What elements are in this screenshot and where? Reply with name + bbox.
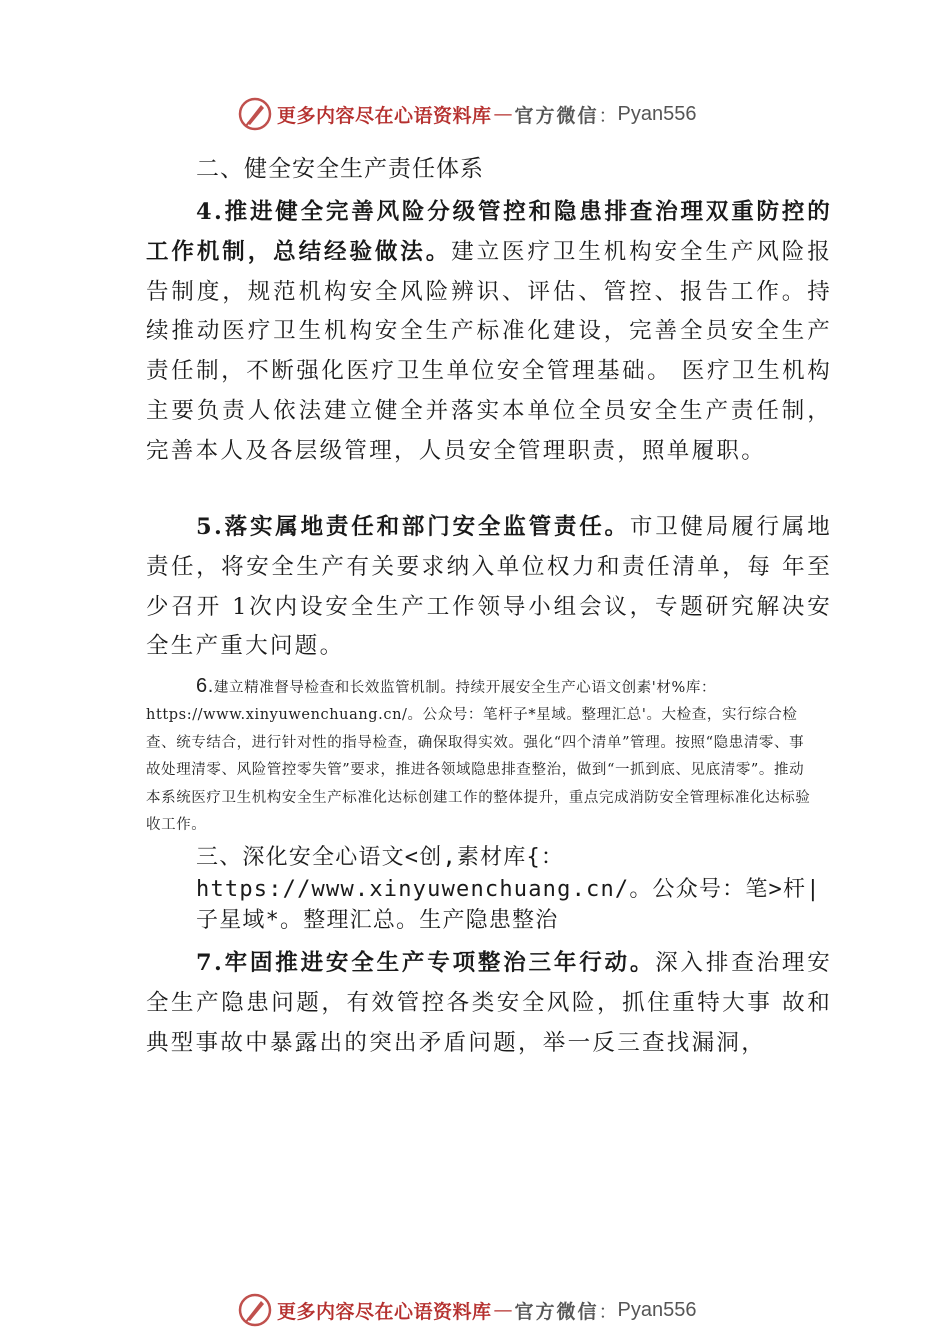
item-7-body: 深入排查治理安全生产隐患问题，有效管控各类安全风险，抓住重特大事 故和典型事故中暴露出的突出矛盾问题，举一反三查找漏洞， xyxy=(146,950,832,1056)
banner-colon: ： xyxy=(598,1300,618,1323)
banner-colon: ： xyxy=(598,104,618,127)
item-6-number: 6. xyxy=(196,675,214,697)
banner-slogan: 更多内容尽在心语资料库 xyxy=(277,1300,492,1323)
footer-banner xyxy=(237,1290,737,1330)
banner-dash: — xyxy=(493,103,513,125)
item-5-paragraph xyxy=(146,508,832,667)
item-4-body: 建立医疗卫生机构安全生产风险报告制度，规范机构安全风险辨识、评估、管控、报告工作。持续推动医疗卫生机构安全生产标准化建设，完善全员安全生产责任制，不断强化医疗卫生单位安全管理基础。 医疗卫生机构主要负责人依法建立健全并落实本单位全员安全生产责任制，完善本人及各层级管理，人员安全管理职责，照单履职。 xyxy=(146,238,832,464)
item-7-heading: 7.牢固推进安全生产专项整治三年行动。 xyxy=(196,950,656,976)
item-4-heading: 4.推进健全完善风险分级管控和隐患排查治理双重防控的工作机制，总结经验做法。 xyxy=(146,199,832,265)
item-5-body: 市卫健局履行属地责任，将安全生产有关要求纳入单位权力和责任清单，每 年至少召开 1次内设安全生产工作领导小组会议，专题研究解决安全生产重大问题。 xyxy=(146,514,832,660)
banner-account-id: Pyan556 xyxy=(617,102,697,125)
quill-logo-icon xyxy=(237,1292,273,1328)
item-6-body: 建立精准督导检查和长效监管机制。持续开展安全生产心语文创素'材%库：https://www.xinyuwenchuang.cn/。公众号：笔杆子*星域。整理汇总'。大检查，实行综合检查、统专结合，进行针对性的指导检查，确保取得实效。强化“四个清单”管理。按照“隐患清零、事故处理清零、风险管控零失管”要求，推进各领域隐患排查整治，做到“一抓到底、见底清零”。推动本系统医疗卫生机构安全生产标准化达标创建工作的整体提升，重点完成消防安全管理标准化达标验收工作。 xyxy=(146,680,811,834)
banner-slogan: 更多内容尽在心语资料库 xyxy=(277,104,492,127)
quill-logo-icon xyxy=(237,96,273,132)
banner-account-id: Pyan556 xyxy=(617,1298,697,1321)
banner-dash: — xyxy=(493,1299,513,1321)
item-7-paragraph xyxy=(146,944,832,1063)
header-banner xyxy=(237,94,737,134)
item-6-paragraph xyxy=(146,673,816,839)
item-4-paragraph xyxy=(146,193,832,472)
section-2-title: 二、健全安全生产责任体系 xyxy=(196,156,484,182)
banner-account-label: 官方微信 xyxy=(514,1300,599,1323)
banner-account-label: 官方微信 xyxy=(514,104,599,127)
item-5-heading: 5.落实属地责任和部门安全监管责任。 xyxy=(196,514,630,540)
section-3-title: 三、深化安全心语文<创,素材库{：https://www.xinyuwenchuang.cn/。公众号：笔>杆|子星域*。整理汇总。生产隐患整治 xyxy=(196,845,821,933)
